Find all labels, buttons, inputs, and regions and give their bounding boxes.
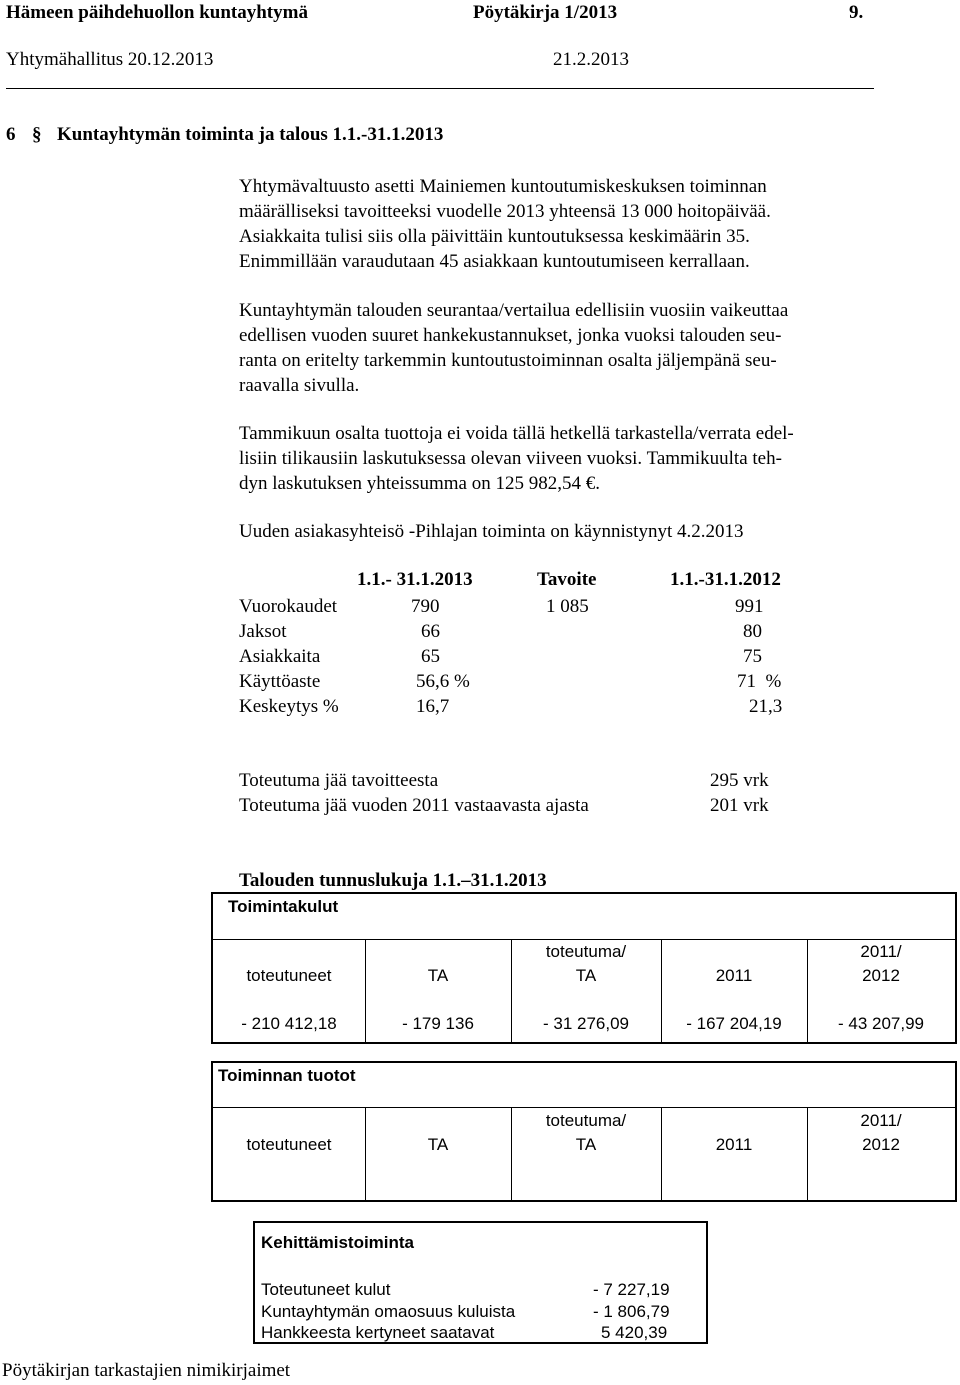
- costs-value: - 43 207,99: [837, 1014, 924, 1033]
- costs-value: - 179 136: [402, 1014, 474, 1033]
- costs-value: - 31 276,09: [542, 1014, 629, 1033]
- stats-row-previous: 991: [735, 596, 764, 617]
- development-value: - 7 227,19: [593, 1280, 670, 1299]
- costs-table: [211, 892, 957, 1044]
- header-org: Hämeen päihdehuollon kuntayhtymä: [6, 2, 308, 23]
- costs-col-header: 2011: [715, 966, 753, 985]
- income-col-header: toteutuneet: [246, 1135, 332, 1154]
- paragraph-line: lisiin tilikausiin laskutuksessa olevan viiveen vuoksi. Tammikuulta teh-: [239, 448, 782, 469]
- paragraph-line: Yhtymävaltuusto asetti Mainiemen kuntoutumiskeskuksen toiminnan: [239, 176, 767, 197]
- costs-col-header: TA: [575, 966, 597, 985]
- section-number: 6: [6, 124, 16, 145]
- development-value: 5 420,39: [601, 1323, 668, 1342]
- paragraph-line: Kuntayhtymän talouden seurantaa/vertailua edellisiin vuosiin vaikeuttaa: [239, 300, 789, 321]
- income-col-header: 2011/: [860, 1111, 902, 1130]
- development-table: [253, 1221, 708, 1344]
- income-divider: [213, 1107, 955, 1108]
- stats-row-previous: 75: [743, 646, 762, 667]
- income-col-header: 2012: [862, 1135, 900, 1154]
- stats-row-current: 790: [411, 596, 440, 617]
- costs-col-header: 2012: [862, 966, 900, 985]
- paragraph-3: [239, 421, 869, 496]
- stats-row-label: Keskeytys %: [239, 696, 339, 717]
- income-table: [211, 1061, 957, 1202]
- paragraph-line: edellisen vuoden suuret hankekustannukset, jonka vuoksi talouden seu-: [239, 325, 782, 346]
- finance-title: Talouden tunnuslukuja 1.1.–31.1.2013: [239, 870, 547, 891]
- header-page: 9.: [849, 2, 864, 23]
- header-board: Yhtymähallitus 20.12.2013: [6, 49, 214, 70]
- section-title: Kuntayhtymän toiminta ja talous 1.1.-31.1.2013: [57, 124, 444, 145]
- paragraph-line: Tammikuun osalta tuottoja ei voida tällä hetkellä tarkastella/verrata edel-: [239, 423, 794, 444]
- realization-value: 295 vrk: [710, 770, 769, 791]
- realization-label: Toteutuma jää vuoden 2011 vastaavasta ajasta: [239, 795, 589, 816]
- development-label: Hankkeesta kertyneet saatavat: [261, 1323, 495, 1342]
- realization-label: Toteutuma jää tavoitteesta: [239, 770, 439, 791]
- costs-value: - 167 204,19: [686, 1014, 782, 1033]
- section-symbol: §: [32, 124, 42, 145]
- stats-row-label: Käyttöaste: [239, 671, 321, 692]
- paragraph-line: raavalla sivulla.: [239, 375, 360, 396]
- stats-row-previous: 71 %: [737, 671, 782, 692]
- costs-col-header: TA: [427, 966, 449, 985]
- costs-col-header: toteutuma/: [545, 942, 627, 961]
- footer-signatures: Pöytäkirjan tarkastajien nimikirjaimet: [2, 1360, 291, 1381]
- stats-row-previous: 21,3: [749, 696, 783, 717]
- income-col-header: TA: [575, 1135, 597, 1154]
- stats-header-current: 1.1.- 31.1.2013: [357, 569, 473, 590]
- paragraph-line: Enimmillään varaudutaan 45 asiakkaan kuntoutumiseen kerrallaan.: [239, 251, 750, 272]
- costs-value: - 210 412,18: [241, 1014, 337, 1033]
- stats-header-target: Tavoite: [537, 569, 597, 590]
- development-label: Kuntayhtymän omaosuus kuluista: [261, 1302, 516, 1321]
- stats-row-label: Vuorokaudet: [239, 596, 338, 617]
- stats-row-current: 56,6 %: [416, 671, 470, 692]
- income-title: Toiminnan tuotot: [218, 1066, 356, 1085]
- paragraph-2: [239, 298, 869, 398]
- stats-row-target: 1 085: [546, 596, 589, 617]
- development-title: Kehittämistoiminta: [261, 1233, 415, 1252]
- income-col-header: toteutuma/: [545, 1111, 627, 1130]
- stats-row-current: 16,7: [416, 696, 450, 717]
- development-label: Toteutuneet kulut: [261, 1280, 391, 1299]
- realization-value: 201 vrk: [710, 795, 769, 816]
- paragraph-line: Asiakkaita tulisi siis olla päivittäin kuntoutuksessa keskimäärin 35.: [239, 226, 750, 247]
- paragraph-1: [239, 174, 869, 274]
- development-value: - 1 806,79: [593, 1302, 670, 1321]
- stats-row-label: Asiakkaita: [239, 646, 321, 667]
- stats-row-label: Jaksot: [239, 621, 287, 642]
- stats-header-previous: 1.1.-31.1.2012: [670, 569, 781, 590]
- costs-col-header: toteutuneet: [246, 966, 332, 985]
- stats-row-previous: 80: [743, 621, 762, 642]
- header-doc: Pöytäkirja 1/2013: [473, 2, 618, 23]
- paragraph-4: Uuden asiakasyhteisö -Pihlajan toiminta on käynnistynyt 4.2.2013: [239, 521, 744, 542]
- paragraph-line: ranta on eritelty tarkemmin kuntoutustoiminnan osalta jäljempänä seu-: [239, 350, 777, 371]
- paragraph-line: dyn laskutuksen yhteissumma on 125 982,54 €.: [239, 473, 600, 494]
- income-col-header: 2011: [715, 1135, 753, 1154]
- header-date: 21.2.2013: [553, 49, 629, 70]
- costs-col-header: 2011/: [860, 942, 902, 961]
- stats-row-current: 65: [421, 646, 440, 667]
- costs-title: Toimintakulut: [228, 897, 339, 916]
- stats-row-current: 66: [421, 621, 440, 642]
- header-divider: [6, 88, 874, 89]
- paragraph-line: määrälliseksi tavoitteeksi vuodelle 2013 yhteensä 13 000 hoitopäivää.: [239, 201, 771, 222]
- income-col-header: TA: [427, 1135, 449, 1154]
